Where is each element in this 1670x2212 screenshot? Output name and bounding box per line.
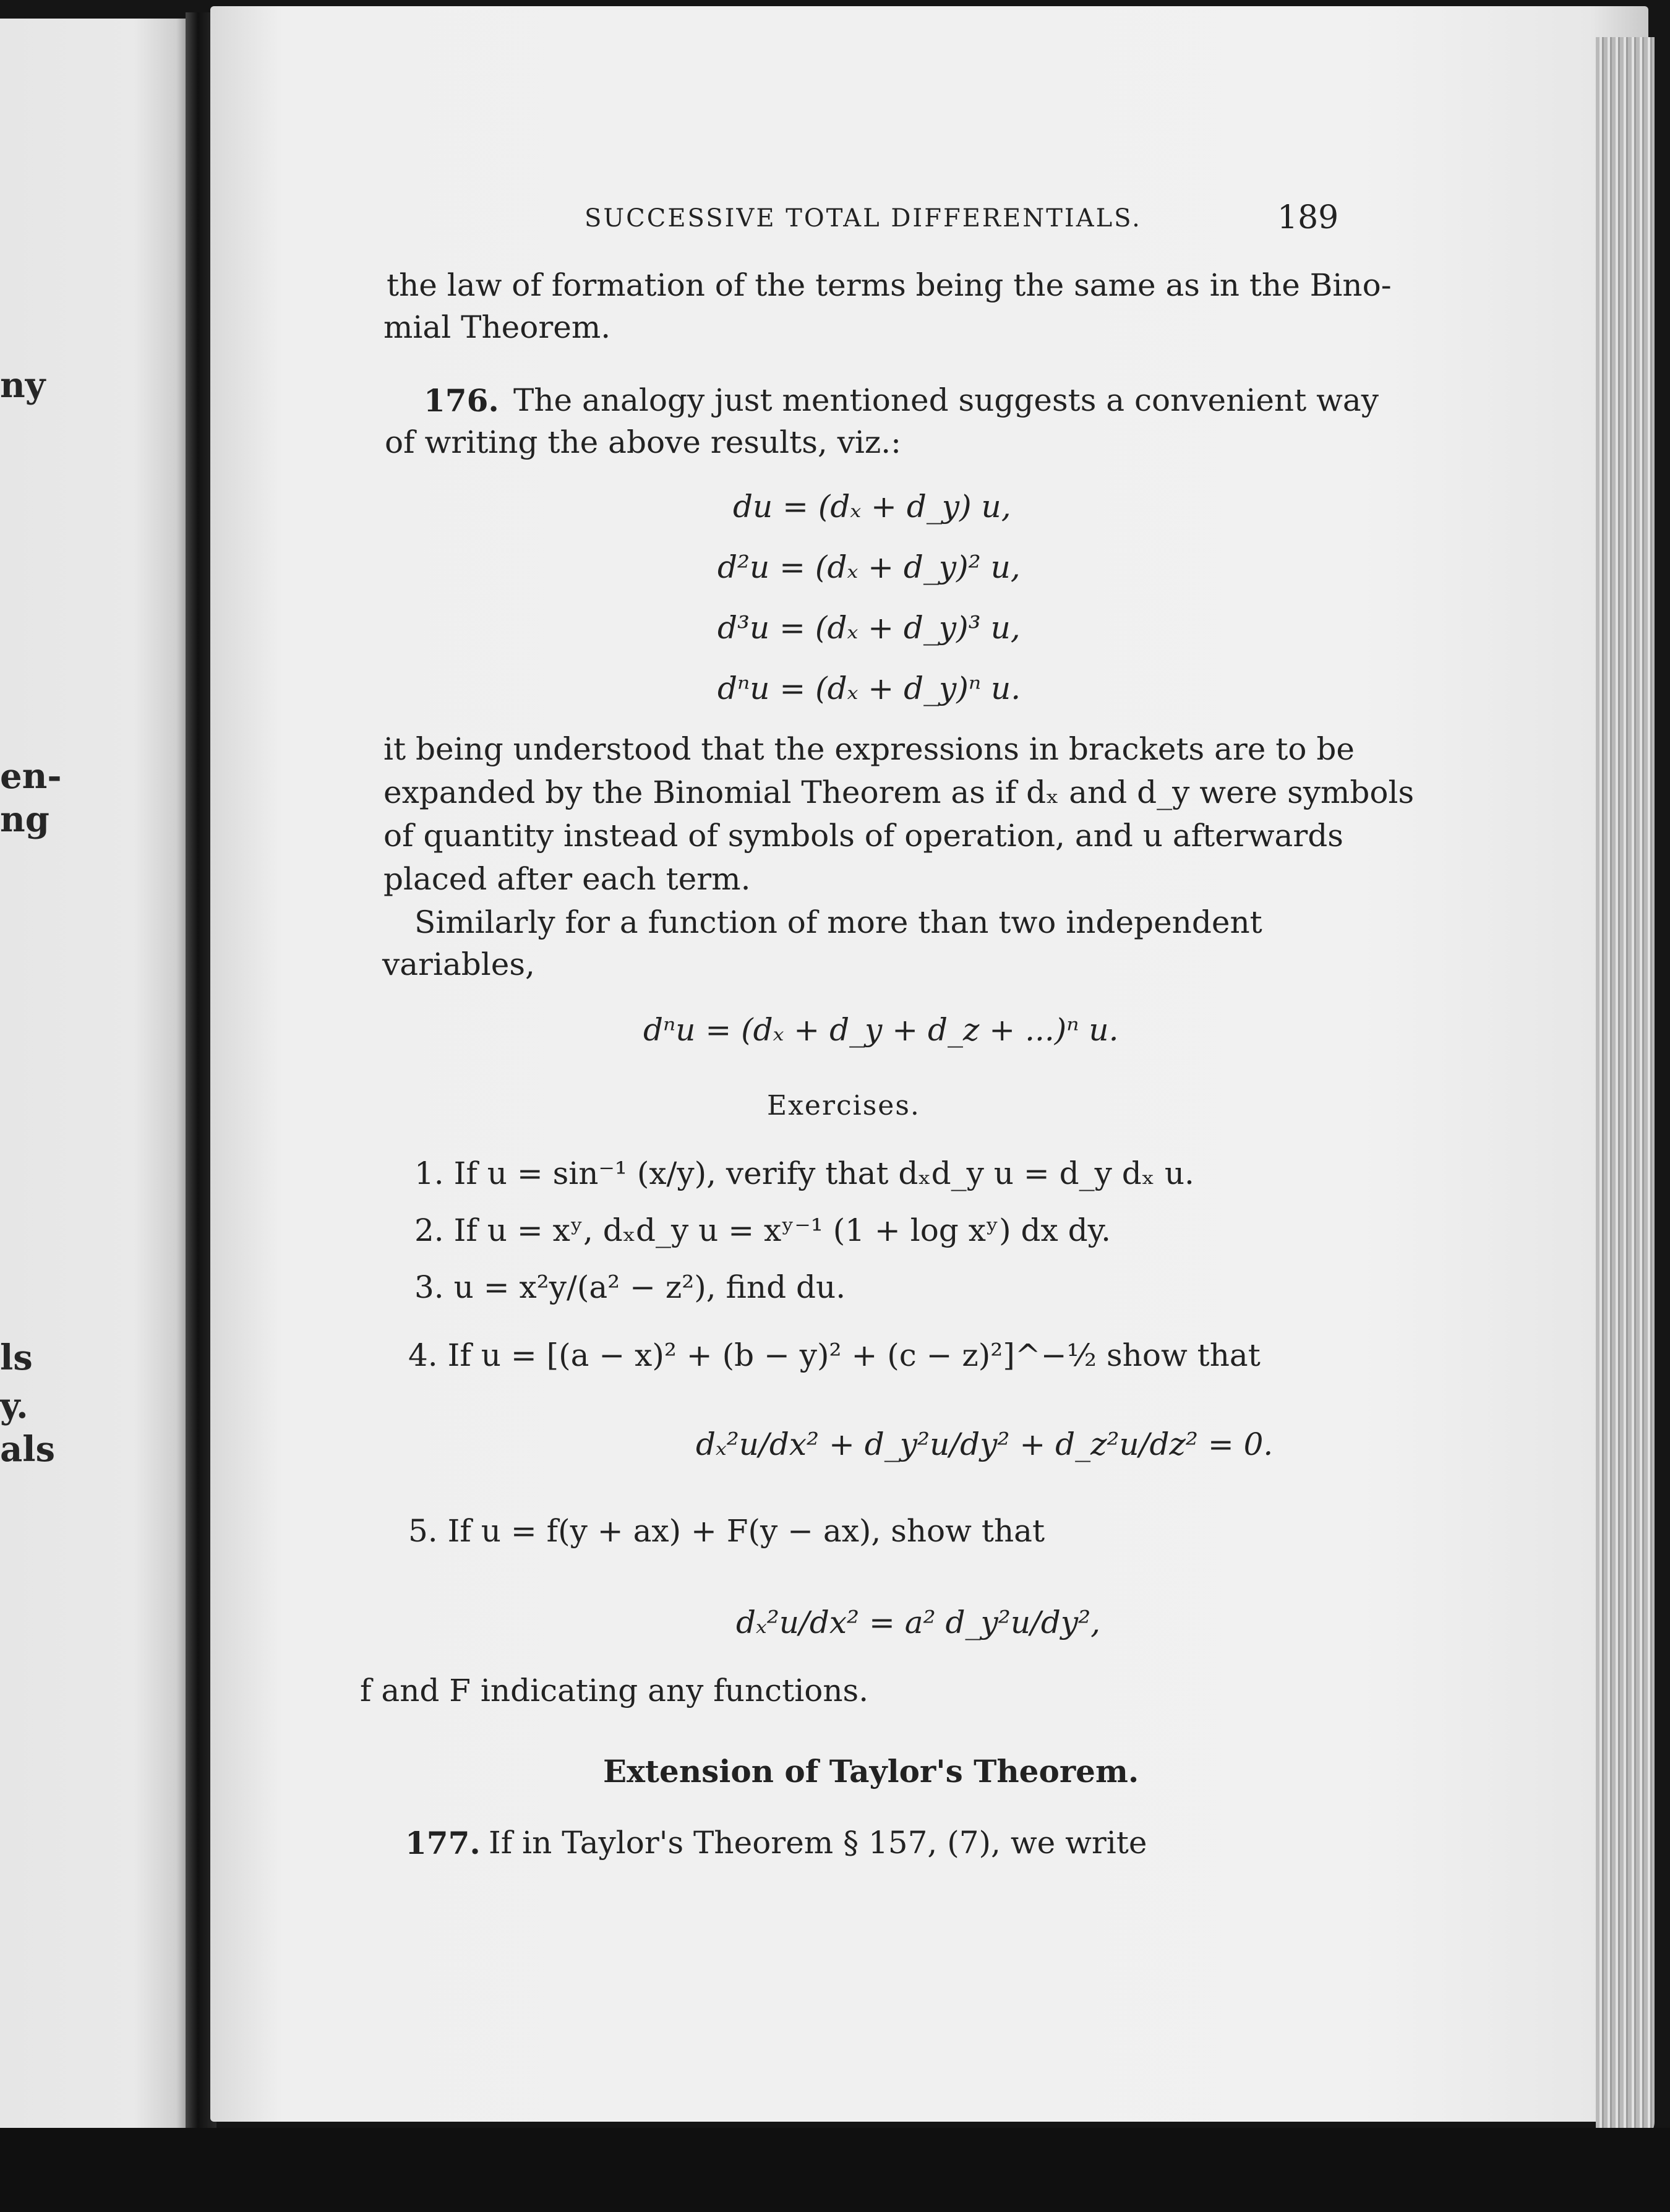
paragraph-line: of writing the above results, viz.: [385, 424, 902, 460]
paragraph-line: expanded by the Binomial Theorem as if dₓ and d_y were symbols [383, 774, 1415, 810]
paragraph-number: 176. [424, 382, 499, 419]
section-heading: Extension of Taylor's Theorem. [603, 1753, 1139, 1790]
paragraph-line: f and F indicating any functions. [360, 1673, 869, 1708]
paragraph-line: If in Taylor's Theorem § 157, (7), we write [489, 1825, 1147, 1861]
exercise-equation: dₓ²u/dx² = a² d_y²u/dy², [736, 1605, 1101, 1640]
paragraph-line: the law of formation of the terms being the same as in the Bino- [387, 267, 1392, 303]
paragraph-line: variables, [382, 946, 535, 982]
exercise-item: 3. u = x²y/(a² − z²), find du. [414, 1269, 846, 1305]
exercise-item: 1. If u = sin⁻¹ (x/y), verify that dₓd_y u = d_y dₓ u. [414, 1155, 1194, 1191]
equation: du = (dₓ + d_y) u, [733, 489, 1011, 525]
equation: d³u = (dₓ + d_y)³ u, [717, 610, 1021, 646]
scanner-background [0, 2128, 1670, 2212]
exercise-item: 4. If u = [(a − x)² + (b − y)² + (c − z)²]^−½ show that [408, 1337, 1261, 1373]
paragraph-line: placed after each term. [383, 861, 751, 897]
paragraph-line: The analogy just mentioned suggests a convenient way [513, 382, 1379, 418]
exercise-item: 2. If u = xʸ, dₓd_y u = xʸ⁻¹ (1 + log xʸ) dx dy. [414, 1212, 1111, 1248]
margin-fragment: als [0, 1429, 56, 1470]
paragraph-line: of quantity instead of symbols of operation, and u afterwards [383, 818, 1343, 854]
equation: d²u = (dₓ + d_y)² u, [717, 549, 1021, 585]
page-number: 189 [1277, 199, 1339, 236]
equation: dⁿu = (dₓ + d_y + d_z + ...)ⁿ u. [643, 1012, 1119, 1048]
margin-fragment: ls [0, 1337, 33, 1378]
exercise-equation: dₓ²u/dx² + d_y²u/dy² + d_z²u/dz² = 0. [696, 1426, 1274, 1462]
exercise-item: 5. If u = f(y + ax) + F(y − ax), show that [408, 1513, 1045, 1549]
margin-fragment: ng [0, 799, 49, 840]
page-stack-edge [1596, 37, 1655, 2140]
exercises-heading: Exercises. [767, 1090, 920, 1121]
previous-page-edge [0, 19, 192, 2134]
equation: dⁿu = (dₓ + d_y)ⁿ u. [717, 671, 1021, 706]
margin-fragment: en- [0, 756, 62, 797]
paragraph-number: 177. [405, 1825, 481, 1861]
running-title: SUCCESSIVE TOTAL DIFFERENTIALS. [584, 204, 1142, 233]
paragraph-line: mial Theorem. [383, 309, 611, 345]
margin-fragment: y. [0, 1386, 28, 1426]
paragraph-line: Similarly for a function of more than two independent [414, 904, 1262, 940]
margin-fragment: ny [0, 365, 46, 406]
paragraph-line: it being understood that the expressions in brackets are to be [383, 731, 1355, 767]
